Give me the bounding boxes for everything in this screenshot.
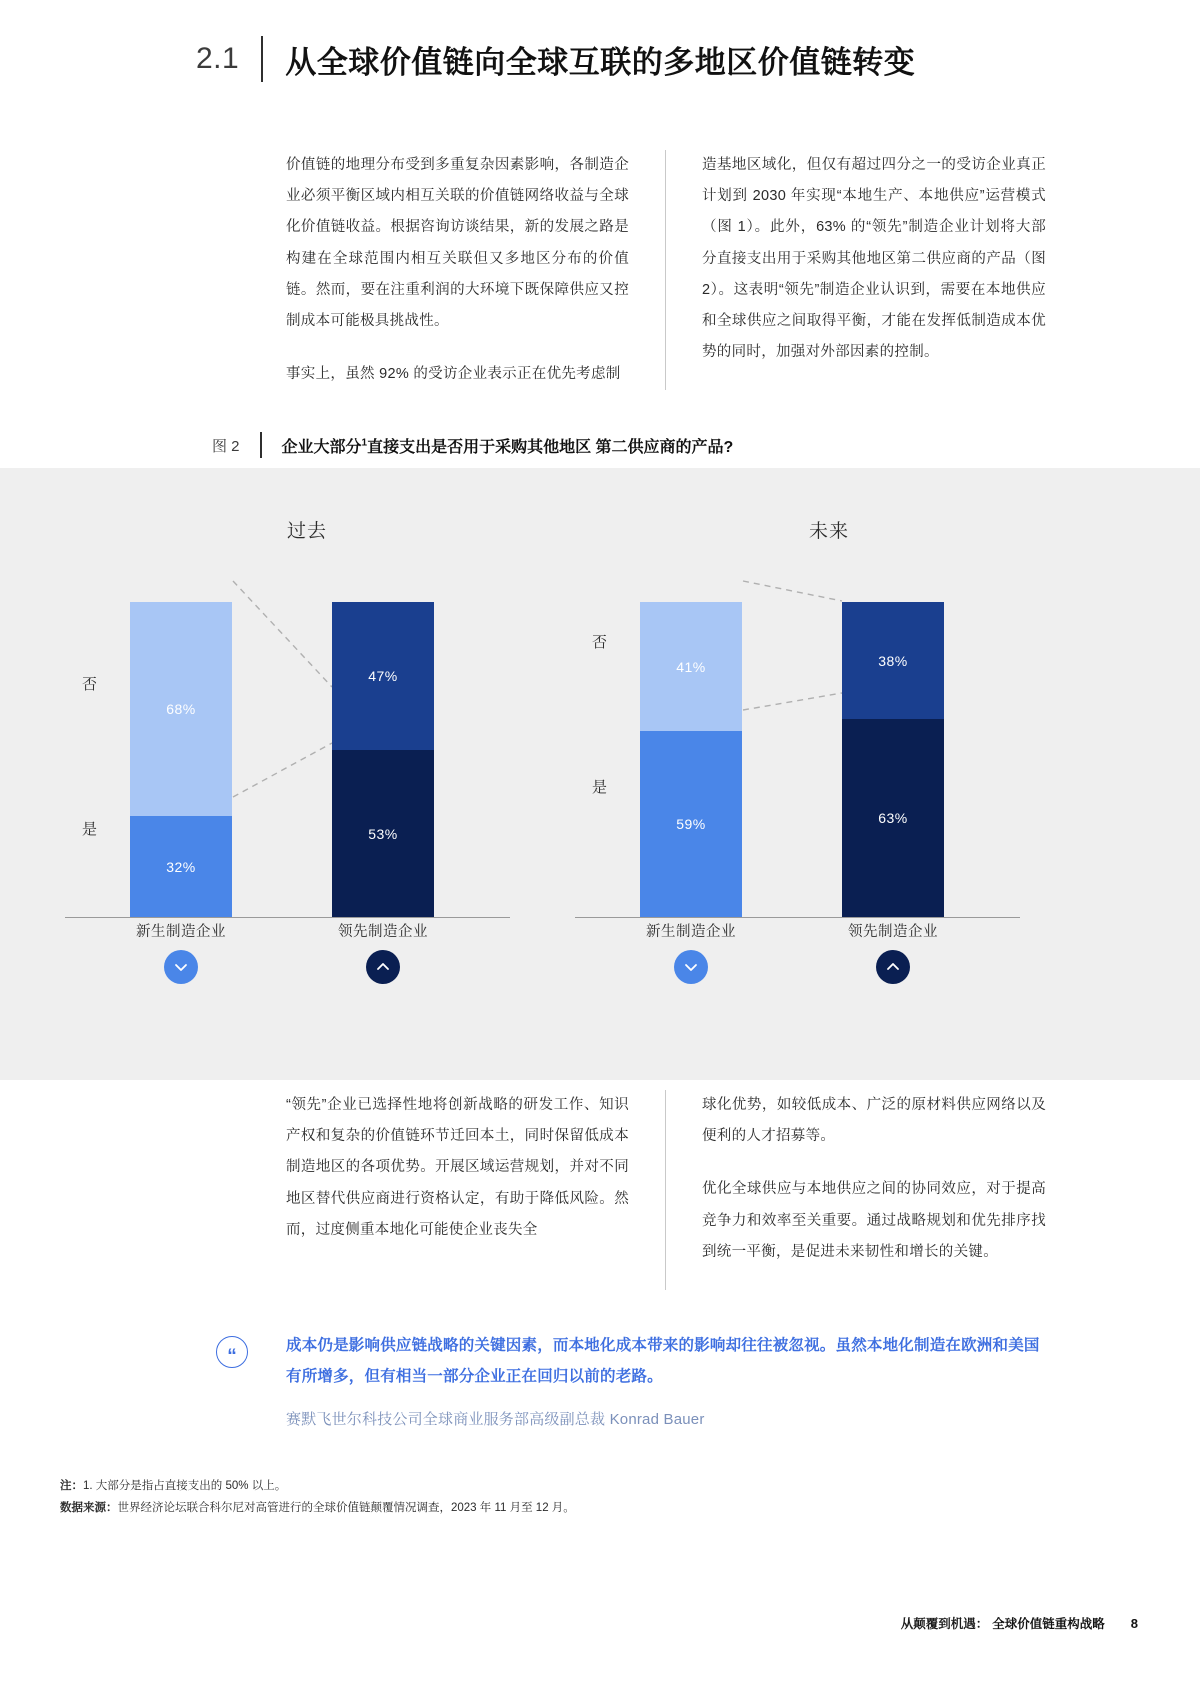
chart-past-row-label-no: 否 — [82, 676, 98, 693]
chart-past-bar-emerging — [130, 602, 232, 917]
section-title: 从全球价值链向全球互联的多地区价值链转变 — [285, 44, 916, 80]
segment-value: 41% — [676, 658, 706, 675]
chart-past-heading: 过去 — [286, 521, 327, 542]
segment-no — [332, 602, 434, 750]
chart-future-category-emerging: 新生制造企业 — [646, 924, 736, 940]
chart-note-line — [60, 1476, 575, 1498]
paragraph: 优化全球供应与本地供应之间的协同效应，对于提高竞争力和效率至关重要。通过战略规划和优先排序找到统一平衡，是促进未来韧性和增长的关键。 — [702, 1181, 1046, 1260]
body-bottom-right-column — [666, 1090, 1046, 1290]
paragraph: 球化优势，如较低成本、广泛的原材料供应网络以及便利的人才招募等。 — [702, 1097, 1046, 1145]
segment-value: 53% — [368, 825, 398, 842]
segment-value: 68% — [166, 701, 196, 717]
figure-title-footnote-marker: 1 — [361, 437, 368, 449]
segment-value: 63% — [878, 810, 908, 826]
body-top-right-column — [666, 150, 1046, 390]
quote-icon — [216, 1336, 248, 1368]
figure-caption — [212, 432, 733, 458]
segment-value: 32% — [166, 858, 196, 875]
chart-past-indicator-up — [366, 950, 400, 984]
note-text: 1. 大部分是指占直接支出的 50% 以上。 — [83, 1480, 287, 1492]
chart-future-indicator-down — [674, 950, 708, 984]
segment-no — [842, 602, 944, 719]
segment-value: 47% — [368, 668, 398, 684]
footer-doc-title-bold: 全球价值链重构战略 — [992, 1617, 1105, 1631]
figure-label: 图 2 — [212, 437, 240, 455]
chart-future-bar-emerging — [640, 602, 742, 917]
segment-yes — [332, 750, 434, 917]
figure-title-before: 企业大部分 — [281, 438, 362, 456]
footer-doc-title-light: 从颠覆到机遇： — [900, 1617, 989, 1631]
section-heading — [196, 36, 915, 82]
chart-notes — [60, 1476, 575, 1520]
chart-past-bar-leading — [332, 602, 434, 917]
note-label: 注： — [60, 1480, 83, 1492]
chart-future-axis — [575, 917, 1020, 918]
segment-no — [130, 602, 232, 816]
chevron-down-icon — [683, 959, 699, 975]
chevron-down-icon — [173, 959, 189, 975]
chart-future-row-label-yes: 是 — [592, 779, 608, 796]
body-bottom-left-column — [286, 1090, 666, 1290]
chart-future-heading: 未来 — [808, 521, 849, 542]
pull-quote — [216, 1330, 1046, 1429]
section-number: 2.1 — [196, 42, 240, 75]
figure-title — [262, 434, 734, 457]
segment-yes — [640, 731, 742, 917]
pull-quote-text: 成本仍是影响供应链战略的关键因素，而本地化成本带来的影响却往往被忽视。虽然本地化制造在欧洲和美国有所增多，但有相当一部分企业正在回归以前的老路。 — [286, 1337, 1040, 1385]
chart-future-category-leading: 领先制造企业 — [848, 924, 938, 940]
chart-past-axis — [65, 917, 510, 918]
paragraph: 造基地区域化，但仅有超过四分之一的受访企业真正计划到 2030 年实现“本地生产、本地供应”运营模式（图 1）。此外，63% 的“领先”制造企业计划将大部分直接支出用于采购其他地区第二供应商的产品（图 2）。这表明“领先”制造企业认识到，需要在本地供应和全球供应之间取得平衡，才能在发挥低制造成本优势的同时，加强对外部因素的控制。 — [702, 157, 1046, 361]
chart-past-category-emerging: 新生制造企业 — [136, 924, 226, 940]
paragraph: 事实上，虽然 92% 的受访企业表示正在优先考虑制 — [286, 366, 621, 383]
chart-future-plot — [570, 573, 1090, 918]
paragraph: 价值链的地理分布受到多重复杂因素影响，各制造企业必须平衡区域内相互关联的价值链网络收益与全球化价值链收益。根据咨询访谈结果，新的发展之路是构建在全球范围内相互关联但又多地区分布的价值链。然而，要在注重利润的大环境下既保障供应又控制成本可能极具挑战性。 — [286, 157, 629, 329]
chart-future-indicator-up — [876, 950, 910, 984]
segment-yes — [842, 719, 944, 917]
chart-future-row-label-no: 否 — [592, 634, 608, 651]
chart-past-indicator-down — [164, 950, 198, 984]
page-footer — [901, 1614, 1138, 1632]
segment-value: 38% — [878, 652, 908, 669]
source-text: 世界经济论坛联合科尔尼对高管进行的全球价值链颠覆情况调查，2023 年 11 月至 12 月。 — [117, 1501, 575, 1514]
body-bottom — [286, 1090, 1046, 1290]
chevron-up-icon — [885, 959, 901, 975]
figure-title-after: 直接支出是否用于采购其他地区 第二供应商的产品? — [367, 438, 734, 456]
source-label: 数据来源： — [60, 1501, 118, 1514]
chart-past-category-leading: 领先制造企业 — [338, 924, 428, 940]
chevron-up-icon — [375, 959, 391, 975]
segment-yes — [130, 816, 232, 917]
paragraph: “领先”企业已选择性地将创新战略的研发工作、知识产权和复杂的价值链环节迁回本土，同时保留低成本制造地区的各项优势。开展区域运营规划，并对不同地区替代供应商进行资格认定，有助于降低风险。然而，过度侧重本地化可能使企业丧失全 — [286, 1097, 629, 1238]
body-top — [286, 150, 1046, 390]
pull-quote-attribution: 赛默飞世尔科技公司全球商业服务部高级副总裁 Konrad Bauer — [286, 1411, 705, 1428]
segment-no — [640, 602, 742, 731]
chart-future-bar-leading — [842, 602, 944, 917]
chart-source-line — [60, 1498, 575, 1520]
body-top-left-column — [286, 150, 666, 390]
segment-value: 59% — [676, 816, 706, 832]
chart-past-row-label-yes: 是 — [82, 821, 98, 838]
footer-page-number: 8 — [1130, 1616, 1138, 1631]
chart-past-plot — [60, 573, 580, 918]
quote-glyph: “ — [227, 1345, 237, 1367]
